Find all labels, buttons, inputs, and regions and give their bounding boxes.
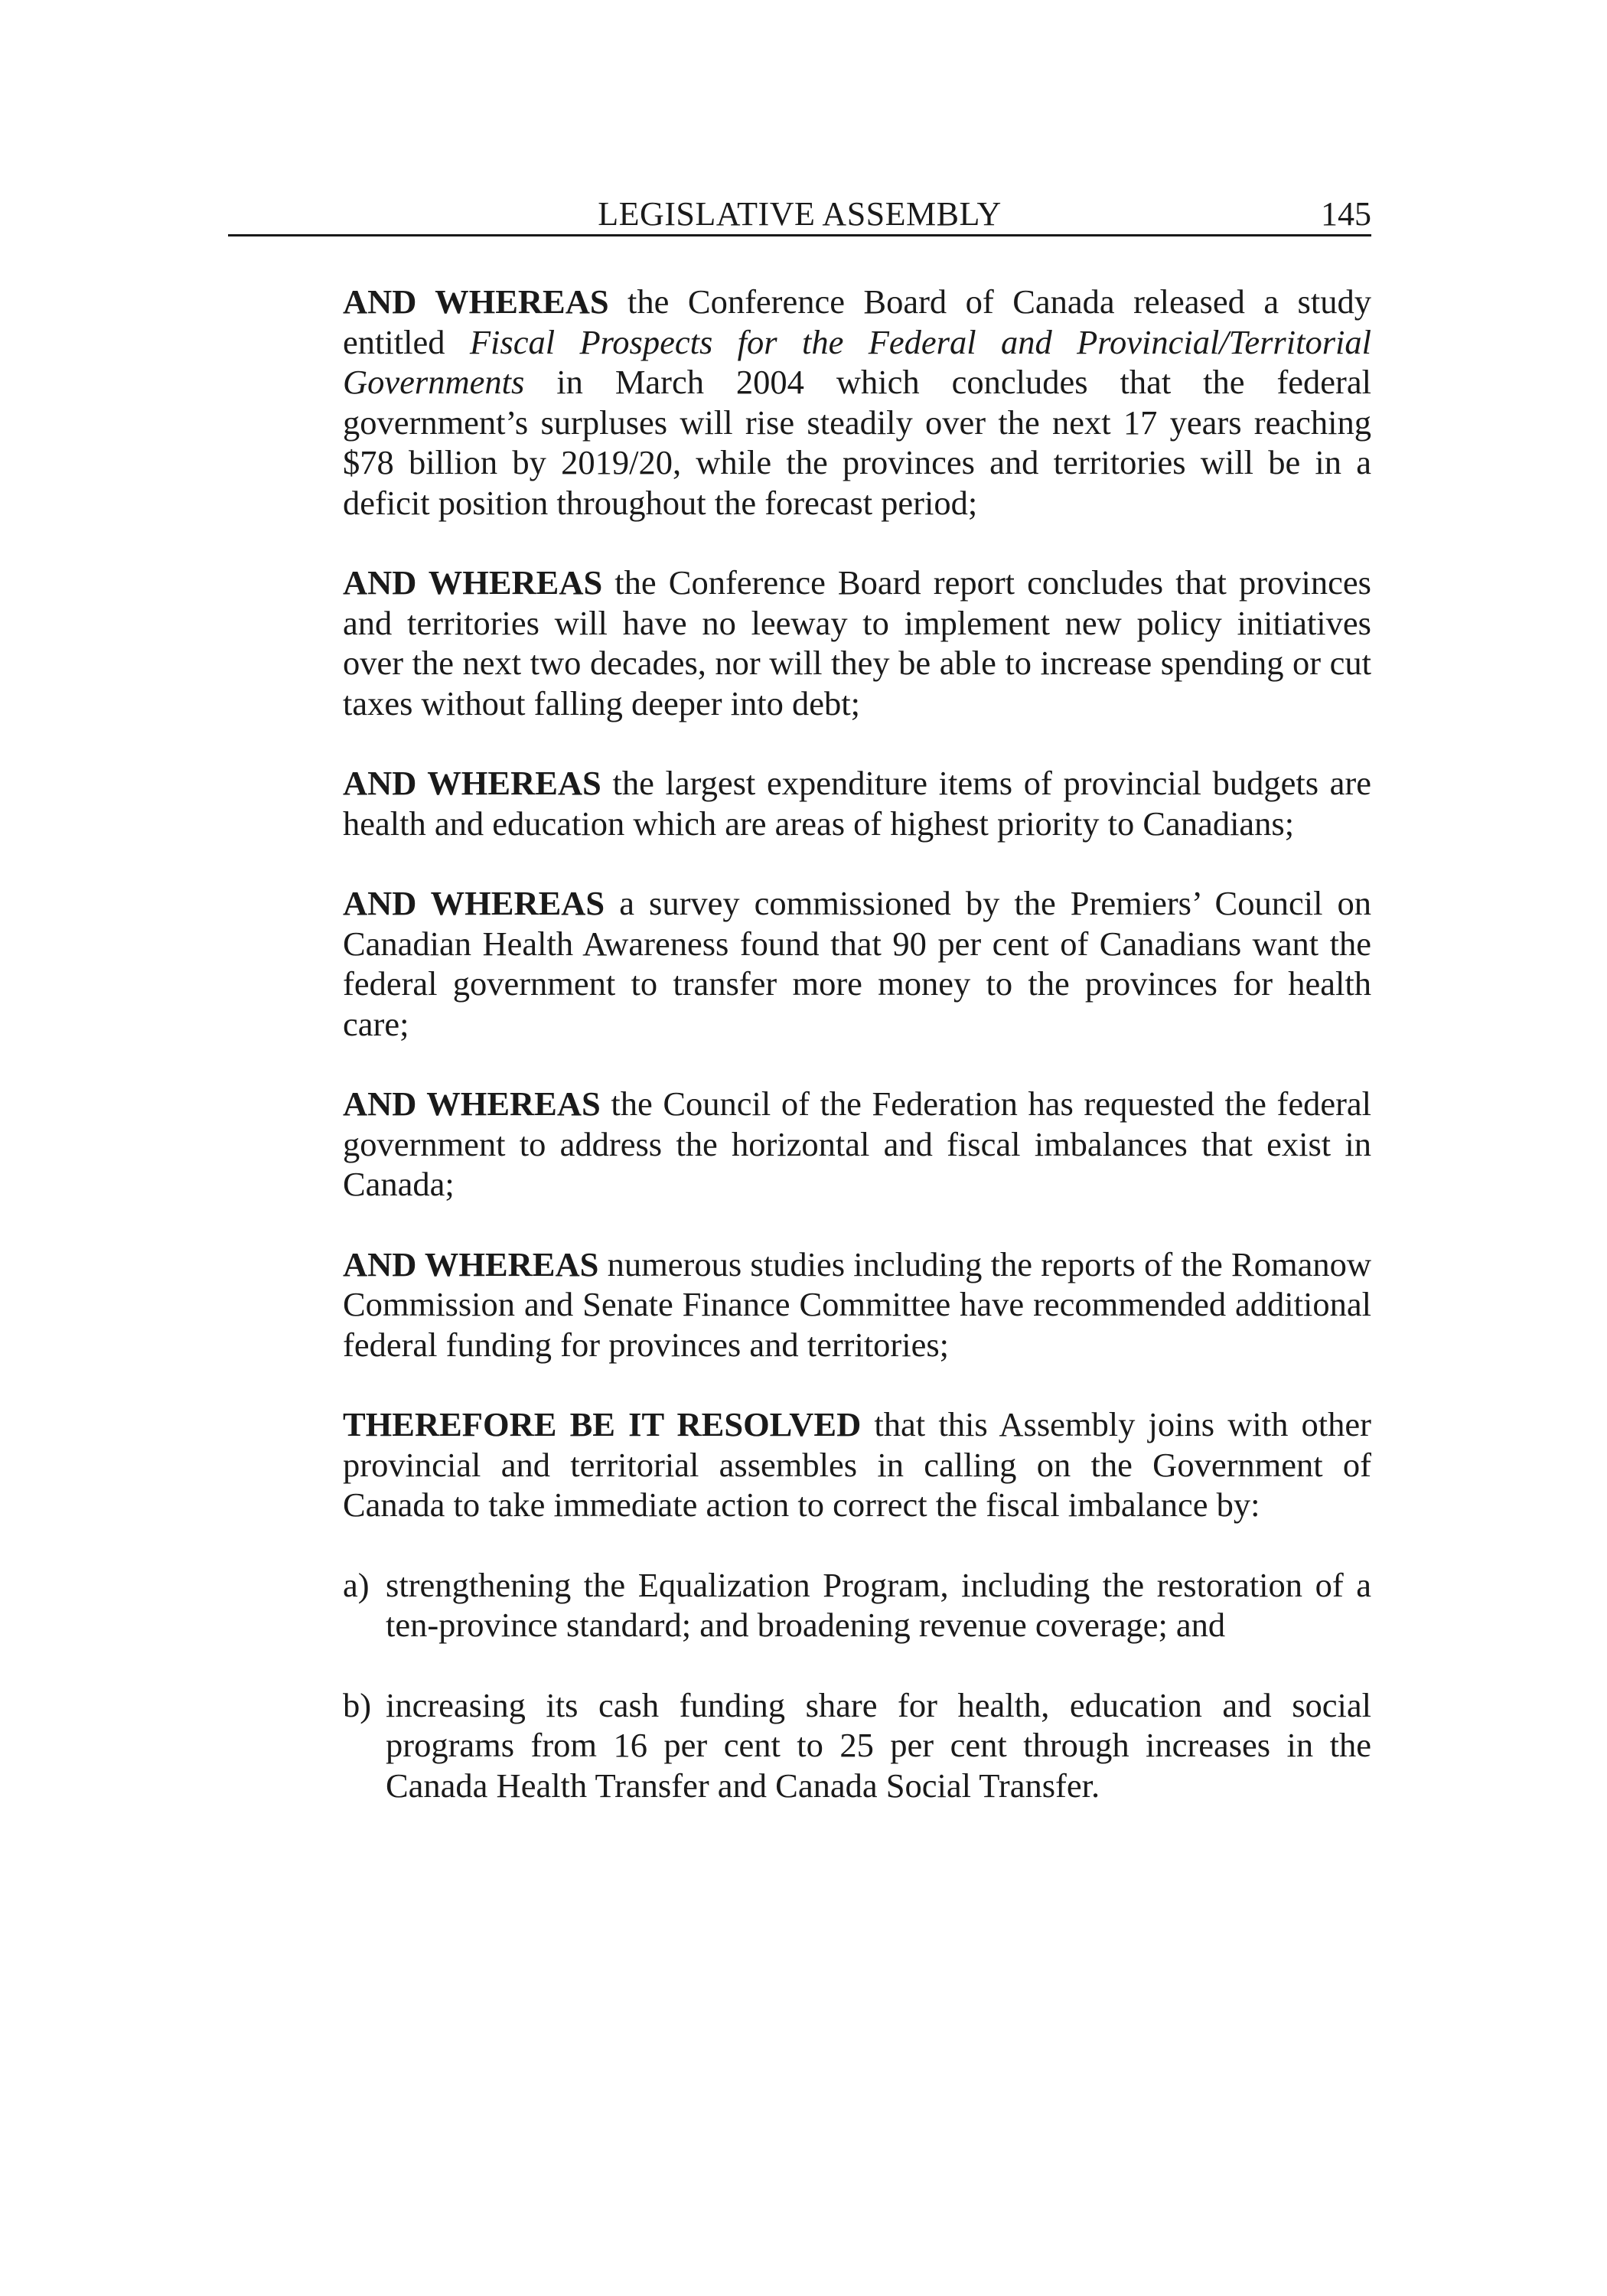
whereas-paragraph-2 (343, 563, 1371, 723)
whereas-paragraph-6 (343, 1244, 1371, 1365)
list-item-text: strengthening the Equalization Program, including the restoration of a ten-province standard; and broadening revenue coverage; and (386, 1565, 1371, 1644)
running-head-title: LEGISLATIVE ASSEMBLY (598, 195, 1002, 233)
paragraph-text: that this Assembly joins with other provincial and territorial assembles in calling on the Government of Canada to take immediate action to correct the fiscal imbalance by: (343, 1405, 1371, 1524)
paragraph-lead: AND WHEREAS (343, 282, 609, 321)
paragraph-text: a survey commissioned by the Premiers’ Council on Canadian Health Awareness found that 90 per cent of Canadians want the federal government to transfer more money to the provinces for health care; (343, 884, 1371, 1043)
paragraph-lead: THEREFORE BE IT RESOLVED (343, 1405, 862, 1443)
whereas-paragraph-5 (343, 1084, 1371, 1205)
paragraph-lead: AND WHEREAS (343, 1084, 601, 1123)
running-head (228, 191, 1371, 237)
paragraph-text: the largest expenditure items of provincial budgets are health and education which are areas of highest priority to Canadians; (343, 764, 1371, 843)
header-rule (228, 234, 1371, 236)
paragraph-lead: AND WHEREAS (343, 764, 601, 802)
whereas-paragraph-3 (343, 763, 1371, 843)
page-number: 145 (1321, 195, 1371, 233)
list-item-text: increasing its cash funding share for health, education and social programs from 16 per cent to 25 per cent through increases in the Canada Health Transfer and Canada Social Transfer. (386, 1685, 1371, 1805)
paragraph-text: the Conference Board of Canada released a study entitled (343, 282, 1371, 361)
resolution-paragraph (343, 1404, 1371, 1525)
paragraph-lead: AND WHEREAS (343, 563, 603, 602)
paragraph-text: the Council of the Federation has requested the federal government to address the horizontal and fiscal imbalances that exist in Canada; (343, 1084, 1372, 1203)
list-item (343, 1565, 1371, 1645)
paragraph-lead: AND WHEREAS (343, 884, 605, 922)
list-marker: b) (343, 1685, 372, 1724)
paragraph-text: the Conference Board report concludes that provinces and territories will have no leeway to implement new policy initiatives over the next two decades, nor will they be able to increase spending or cut taxes without falling deeper into debt; (343, 563, 1371, 722)
whereas-paragraph-4 (343, 883, 1371, 1044)
resolution-list (343, 1565, 1371, 1806)
study-title: Fiscal Prospects for the Federal and Provincial/Territorial Governments (343, 322, 1371, 401)
paragraph-text: numerous studies including the reports of the Romanow Commission and Senate Finance Committee have recommended additional federal funding for provinces and territories; (343, 1244, 1371, 1364)
paragraph-lead: AND WHEREAS (343, 1244, 599, 1283)
whereas-paragraph-1 (343, 282, 1371, 523)
document-body (343, 282, 1371, 1845)
list-marker: a) (343, 1565, 370, 1604)
paragraph-text: in March 2004 which concludes that the federal government’s surpluses will rise steadily over the next 17 years reaching $78 billion by 2019/20, while the provinces and territories will be in a deficit position throughout the forecast period; (343, 363, 1371, 522)
list-item (343, 1685, 1371, 1806)
